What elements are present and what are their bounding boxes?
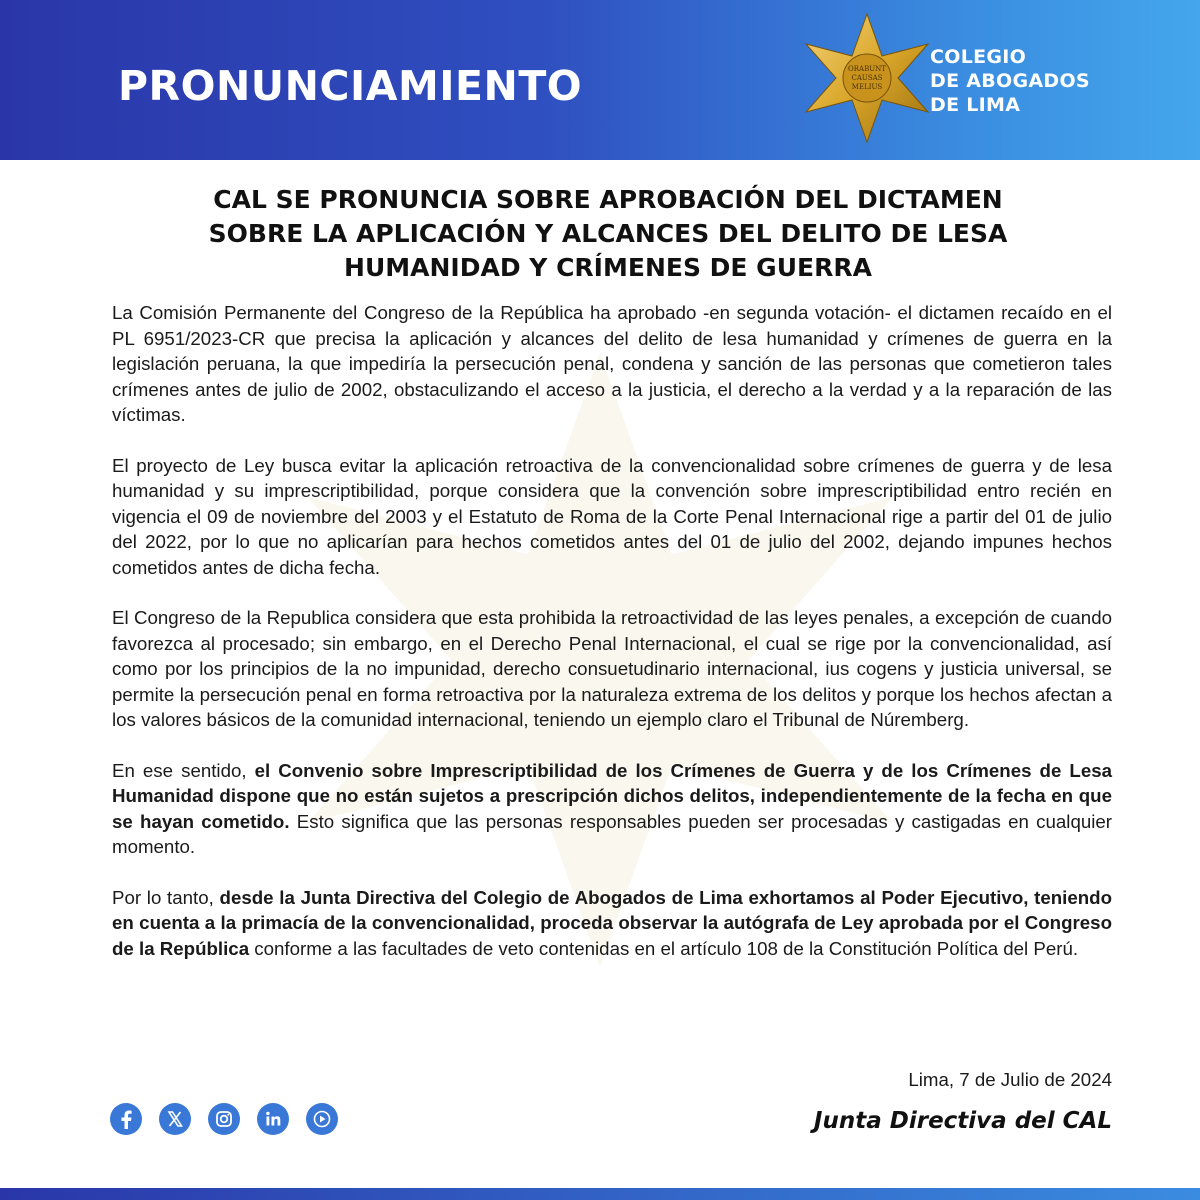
paragraph-5-tail: conforme a las facultades de veto contenidas en el artículo 108 de la Constitución Política del Perú. xyxy=(249,937,1079,959)
social-links xyxy=(110,1103,338,1135)
document-title-line-3: HUMANIDAD Y CRÍMENES DE GUERRA xyxy=(344,253,872,282)
org-name-line-1: COLEGIO xyxy=(930,46,1027,68)
paragraph-4-lead: En ese sentido, xyxy=(112,759,255,781)
signature: Junta Directiva del CAL xyxy=(813,1108,1112,1134)
org-name-line-2: DE ABOGADOS xyxy=(930,70,1090,92)
paragraph-5-lead: Por lo tanto, xyxy=(112,886,220,908)
facebook-icon[interactable] xyxy=(110,1103,142,1135)
header-banner xyxy=(0,0,1200,160)
logo-motto-line-1: ORABUNT xyxy=(848,65,886,73)
org-name-line-3: DE LIMA xyxy=(930,94,1021,116)
paragraph-4 xyxy=(112,758,1112,860)
document-title-line-1: CAL SE PRONUNCIA SOBRE APROBACIÓN DEL DICTAMEN xyxy=(213,185,1003,214)
x-twitter-icon[interactable] xyxy=(159,1103,191,1135)
document-title-line-2: SOBRE LA APLICACIÓN Y ALCANCES DEL DELITO DE LESA xyxy=(208,219,1008,248)
paragraph-2: El proyecto de Ley busca evitar la aplicación retroactiva de la convencionalidad sobre crímenes de guerra y de lesa humanidad y su imprescriptibilidad, porque considera que la convención sobre imprescriptibilidad entro recién en vigencia el 09 de noviembre del 2003 y el Estatuto de Roma de la Corte Penal Internacional rige a partir del 01 de julio del 2022, por lo que no aplicarían para hechos cometidos antes del 01 de julio del 2002, dejando impunes hechos cometidos antes de dicha fecha. xyxy=(112,454,1112,578)
document-date: Lima, 7 de Julio de 2024 xyxy=(908,1069,1112,1090)
paragraph-4-bold: el Convenio sobre Imprescriptibilidad de los Crímenes de Guerra y de los Crímenes de Lesa Humanidad dispone que no están sujetos a prescripción dichos delitos, independientemente de la fecha en que se hayan cometido. xyxy=(112,759,1113,832)
paragraph-3: El Congreso de la Republica considera que esta prohibida la retroactividad de las leyes penales, a excepción de cuando favorezca al procesado; sin embargo, en el Derecho Penal Internacional, el cual se rige por la convencionalidad, así como por los principios de la no impunidad, derecho consuetudinario internacional, ius cogens y justicia universal, se permite la persecución penal en forma retroactiva por la naturaleza extrema de los delitos y porque los hechos afectan a los valores básicos de la comunidad internacional, teniendo un ejemplo claro el Tribunal de Núremberg. xyxy=(112,607,1112,730)
logo-motto-line-2: CAUSAS xyxy=(851,74,883,82)
document-title xyxy=(100,183,1116,285)
header-title: PRONUNCIAMIENTO xyxy=(118,62,583,110)
instagram-icon[interactable] xyxy=(208,1103,240,1135)
footer-bar xyxy=(0,1188,1200,1200)
cal-star-logo xyxy=(792,12,942,144)
paragraph-4-tail: Esto significa que las personas responsables pueden ser procesadas y castigadas en cualquier momento. xyxy=(112,810,1112,857)
logo-motto-line-3: MELIUS xyxy=(851,83,883,91)
paragraph-1: La Comisión Permanente del Congreso de la República ha aprobado -en segunda votación- el dictamen recaído en el PL 6951/2023-CR que precisa la aplicación y alcances del delito de lesa humanidad y crímenes de guerra en la legislación peruana, la que impediría la persecución penal, condena y sanción de las personas que cometieron tales crímenes antes de julio de 2002, obstaculizando el acceso a la justicia, el derecho a la verdad y a la reparación de las víctimas. xyxy=(112,302,1112,425)
linkedin-icon[interactable] xyxy=(257,1103,289,1135)
document-body xyxy=(112,300,1112,986)
org-name xyxy=(930,45,1090,117)
paragraph-5-bold: desde la Junta Directiva del Colegio de Abogados de Lima exhortamos al Poder Ejecutivo, teniendo en cuenta a la primacía de la convencionalidad, proceda observar la autógrafa de Ley aprobada por el Congreso de la República xyxy=(112,886,1112,959)
paragraph-5 xyxy=(112,885,1112,962)
youtube-play-icon[interactable] xyxy=(306,1103,338,1135)
